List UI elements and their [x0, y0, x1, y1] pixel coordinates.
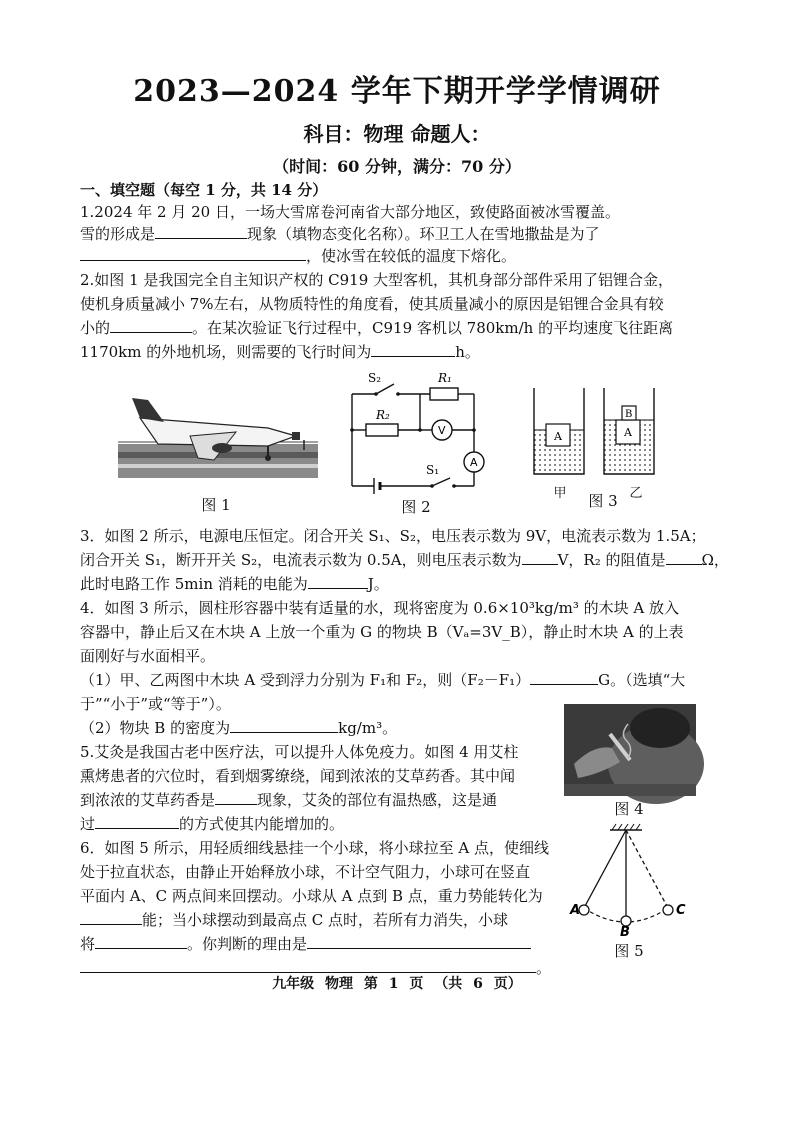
point-a-label: A — [570, 903, 581, 918]
q4-text: （2）物块 B 的密度为 — [80, 719, 231, 737]
q6-line-5 — [80, 934, 720, 954]
q6-text: 。你判断的理由是 — [187, 935, 308, 953]
q6-text: 将 — [80, 935, 96, 953]
q4-blank-2[interactable] — [230, 718, 338, 733]
q3-line-1: 3．如图 2 所示，电源电压恒定。闭合开关 S₁、S₂，电压表示数为 9V，电流表示数为 1.5A； — [80, 527, 706, 545]
q3-blank-2[interactable] — [666, 550, 702, 565]
fig4-caption: 图 4 — [614, 800, 644, 818]
q6-blank-4[interactable] — [80, 958, 536, 973]
q1-blank-1[interactable] — [155, 224, 247, 239]
q1-text: ，使冰雪在较低的温度下熔化。 — [306, 247, 517, 265]
q6-text: 。 — [536, 959, 552, 977]
q6-line-4 — [80, 910, 720, 930]
q5-text: 的方式使其内能增加的。 — [179, 815, 345, 833]
q1-text: 雪的形成是 — [80, 225, 156, 243]
block-b-label: B — [625, 409, 633, 420]
q5-text: 过 — [80, 815, 96, 833]
q5-line-2: 熏烤患者的穴位时，看到烟雾缭绕，闻到浓浓的艾草药香。其中闻 — [80, 767, 516, 785]
q3-text: Ω， — [701, 551, 729, 569]
q3-line-2 — [80, 550, 729, 570]
q2-text: 。在某次验证飞行过程中，C919 客机以 780km/h 的平均速度飞往距离 — [192, 319, 674, 337]
fig2-caption: 图 2 — [401, 498, 431, 516]
q5-text: 现象，艾灸的部位有温热感，这是通 — [257, 791, 498, 809]
fig2-circuit-diagram — [346, 372, 486, 490]
q3-text: J。 — [367, 575, 389, 593]
q3-text: V，R₂ 的阻值是 — [557, 551, 666, 569]
q6-line-1: 6．如图 5 所示，用轻质细线悬挂一个小球，将小球拉至 A 点，使细线 — [80, 839, 549, 857]
q5-line-3 — [80, 790, 720, 810]
q2-line-3 — [80, 318, 720, 338]
q3-text: 此时电路工作 5min 消耗的电能为 — [80, 575, 308, 593]
fig3-yi-label: 乙 — [629, 486, 643, 501]
ammeter-label: A — [470, 456, 478, 469]
fig5-caption: 图 5 — [614, 942, 644, 960]
q5-line-1: 5.艾灸是我国古老中医疗法，可以提升人体免疫力。如图 4 用艾柱 — [80, 743, 519, 761]
q2-line-2: 使机身质量减小 7%左右，从物质特性的角度看，使其质量减小的原因是铝锂合金具有较 — [80, 295, 664, 313]
q3-text: 闭合开关 S₁，断开开关 S₂，电流表示数为 0.5A，则电压表示数为 — [80, 551, 522, 569]
s1-label: S₁ — [426, 463, 440, 477]
q6-line-3: 平面内 A、C 两点间来回摆动。小球从 A 点到 B 点，重力势能转化为 — [80, 887, 543, 905]
q4-blank-1[interactable] — [530, 670, 598, 685]
point-b-label: B — [620, 925, 630, 940]
page-footer: 九年级 物理 第 1 页 （共 6 页） — [272, 976, 522, 992]
q2-line-4 — [80, 342, 720, 362]
q2-blank-1[interactable] — [110, 318, 192, 333]
q1-line-2 — [80, 224, 720, 244]
q6-text: 能；当小球摆动到最高点 C 点时，若所有力消失，小球 — [142, 911, 509, 929]
q2-line-1: 2.如图 1 是我国完全自主知识产权的 C919 大型客机，其机身部分部件采用了铝锂合金， — [80, 271, 674, 289]
fig1-caption: 图 1 — [201, 496, 231, 514]
subject-line: 科目：物理 命题人： — [303, 122, 491, 146]
time-line: （时间：60 分钟，满分：70 分） — [273, 157, 521, 176]
q4-text: kg/m³。 — [338, 719, 398, 737]
r1-label: R₁ — [438, 371, 452, 385]
q2-text: 1170km 的外地机场，则需要的飞行时间为 — [80, 343, 372, 361]
q4-text: G。（选填“大 — [598, 671, 686, 689]
q6-blank-3[interactable] — [307, 934, 531, 949]
fig3-caption: 图 3 — [588, 492, 618, 510]
fig3-jia-label: 甲 — [553, 486, 567, 501]
block-a-yi-label: A — [624, 426, 632, 439]
q3-blank-1[interactable] — [522, 550, 558, 565]
q4-line-3: 面刚好与水面相平。 — [80, 647, 216, 665]
point-c-label: C — [676, 903, 686, 918]
r2-label: R₂ — [376, 408, 390, 422]
q1-line-1: 1.2024 年 2 月 20 日，一场大雪席卷河南省大部分地区，致使路面被冰雪覆盖。 — [80, 203, 620, 221]
s2-label: S₂ — [368, 371, 382, 385]
q4-line-2: 容器中，静止后又在木块 A 上放一个重为 G 的物块 B（Vₐ=3V_B），静止时木块 A 的上表 — [80, 623, 684, 641]
q3-line-3 — [80, 574, 720, 594]
q1-text: 现象（填物态变化名称）。环卫工人在雪地撒盐是为了 — [247, 225, 600, 243]
q1-blank-2[interactable] — [80, 246, 306, 261]
fig1-airplane-image — [118, 392, 318, 482]
voltmeter-label: V — [438, 424, 446, 437]
q5-blank-1[interactable] — [215, 790, 257, 805]
q2-blank-2[interactable] — [371, 342, 455, 357]
page-title: 2023—2024 学年下期开学学情调研 — [133, 74, 661, 109]
q6-blank-2[interactable] — [95, 934, 187, 949]
q5-blank-2[interactable] — [95, 814, 179, 829]
section-heading: 一、填空题（每空 1 分，共 14 分） — [80, 181, 328, 199]
q1-line-3 — [80, 246, 720, 266]
q6-line-2: 处于拉直状态，由静止开始释放小球，不计空气阻力，小球可在竖直 — [80, 863, 531, 881]
q3-blank-3[interactable] — [308, 574, 368, 589]
q2-text: h。 — [455, 343, 480, 361]
q4-line-5: 于”“小于”或“等于”）。 — [80, 695, 231, 713]
q5-text: 到浓浓的艾草药香是 — [80, 791, 216, 809]
q6-blank-1[interactable] — [80, 910, 142, 925]
q4-line-1: 4．如图 3 所示，圆柱形容器中装有适量的水，现将密度为 0.6×10³kg/m³ 的木块 A 放入 — [80, 599, 680, 617]
q2-text: 小的 — [80, 319, 111, 337]
q4-text: （1）甲、乙两图中木块 A 受到浮力分别为 F₁和 F₂，则（F₂－F₁） — [80, 671, 531, 689]
fig3-containers-diagram — [528, 388, 668, 480]
q4-line-4 — [80, 670, 720, 690]
block-a-jia-label: A — [554, 430, 562, 443]
